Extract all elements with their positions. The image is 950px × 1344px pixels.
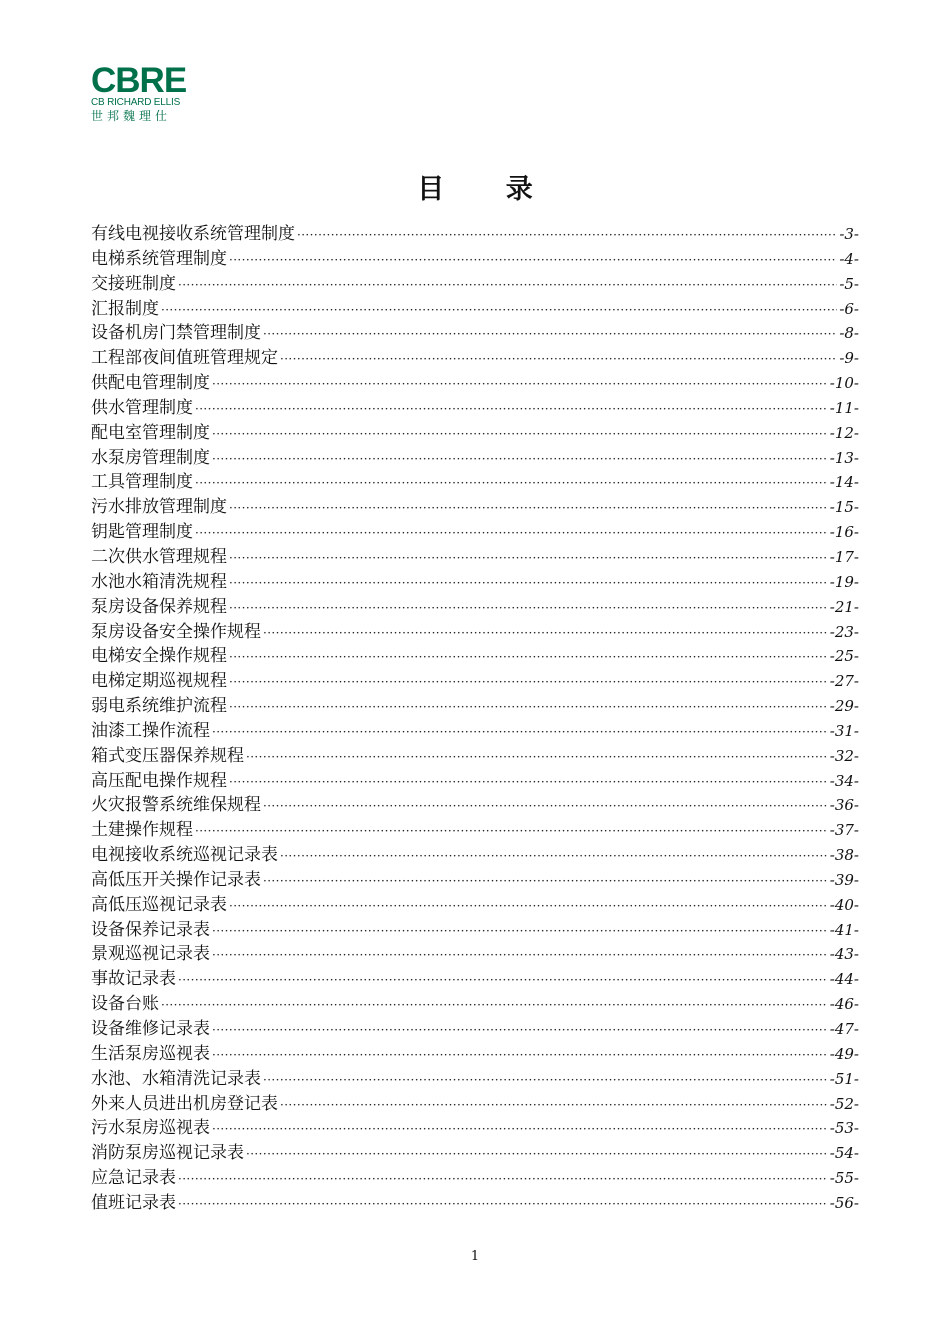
toc-entry[interactable] [91, 346, 859, 371]
toc-entry-label: 供水管理制度 [91, 397, 193, 418]
toc-entry-page: -36- [829, 796, 859, 815]
toc-entry-page: -21- [829, 597, 859, 616]
toc-entry-label: 高低压开关操作记录表 [91, 869, 261, 890]
toc-entry-label: 设备维修记录表 [91, 1019, 210, 1039]
toc-entry-page: -23- [829, 622, 859, 641]
toc-entry-label: 火灾报警系统维保规程 [91, 795, 261, 816]
toc-entry[interactable] [91, 942, 859, 967]
toc-entry[interactable] [91, 793, 859, 818]
toc-entry[interactable] [91, 918, 859, 943]
toc-entry[interactable] [91, 396, 859, 421]
toc-entry-label: 设备台账 [91, 994, 159, 1015]
toc-entry[interactable] [91, 669, 859, 694]
toc-entry[interactable] [91, 1042, 859, 1067]
toc-entry-page: -13- [829, 448, 859, 467]
toc-entry-page: -6- [839, 299, 859, 318]
toc-entry-page: -44- [829, 970, 859, 989]
toc-entry-label: 配电室管理制度 [91, 422, 210, 443]
toc-entry-label: 事故记录表 [91, 969, 176, 990]
toc-entry-page: -10- [829, 374, 859, 393]
toc-dot-leader [229, 546, 828, 571]
toc-dot-leader [178, 968, 828, 993]
toc-dot-leader [212, 943, 828, 968]
toc-entry[interactable] [91, 1116, 859, 1141]
toc-entry-label: 应急记录表 [91, 1168, 176, 1189]
toc-entry-label: 水池水箱清洗规程 [91, 571, 227, 592]
toc-dot-leader [178, 1167, 828, 1192]
logo-subtitle: CB RICHARD ELLIS [91, 97, 181, 108]
toc-entry-page: -19- [829, 572, 859, 591]
toc-dot-leader [212, 720, 828, 745]
toc-dot-leader [263, 322, 837, 347]
toc-entry-page: -54- [829, 1144, 859, 1163]
toc-entry-label: 消防泵房巡视记录表 [91, 1143, 244, 1164]
toc-entry[interactable] [91, 1141, 859, 1166]
toc-dot-leader [263, 621, 828, 646]
toc-entry-page: -16- [829, 523, 859, 542]
toc-entry-label: 油漆工操作流程 [91, 720, 210, 741]
toc-entry-label: 设备保养记录表 [91, 919, 210, 940]
toc-entry-label: 电梯定期巡视规程 [91, 671, 227, 692]
toc-entry-page: -43- [829, 945, 859, 964]
table-of-contents [91, 222, 859, 1216]
toc-dot-leader [178, 1192, 828, 1217]
toc-entry-page: -34- [829, 771, 859, 790]
toc-entry-label: 生活泵房巡视表 [91, 1043, 210, 1064]
toc-entry-page: -5- [839, 274, 859, 293]
toc-entry[interactable] [91, 893, 859, 918]
toc-entry-label: 钥匙管理制度 [91, 522, 193, 543]
toc-entry-page: -27- [829, 672, 859, 691]
toc-dot-leader [297, 223, 837, 248]
toc-entry-label: 水池、水箱清洗记录表 [91, 1068, 261, 1089]
toc-dot-leader [263, 869, 828, 894]
toc-entry-label: 值班记录表 [91, 1192, 176, 1213]
toc-entry-label: 二次供水管理规程 [91, 546, 227, 567]
toc-entry[interactable] [91, 595, 859, 620]
toc-entry-page: -3- [839, 225, 859, 243]
toc-entry[interactable] [91, 992, 859, 1017]
toc-dot-leader [212, 1018, 828, 1043]
toc-entry-page: -31- [829, 721, 859, 740]
toc-entry-page: -47- [829, 1020, 859, 1038]
toc-entry-label: 电梯系统管理制度 [91, 248, 227, 269]
toc-entry[interactable] [91, 545, 859, 570]
toc-dot-leader [229, 496, 828, 521]
toc-entry[interactable] [91, 1191, 859, 1216]
toc-entry-label: 电视接收系统巡视记录表 [91, 845, 278, 866]
toc-dot-leader [212, 919, 828, 944]
page-number: 1 [470, 1249, 480, 1264]
toc-dot-leader [229, 248, 837, 273]
toc-entry[interactable] [91, 1017, 859, 1042]
toc-entry-label: 有线电视接收系统管理制度 [91, 224, 295, 244]
toc-entry[interactable] [91, 222, 859, 247]
toc-dot-leader [212, 372, 828, 397]
toc-dot-leader [229, 645, 828, 670]
toc-entry-page: -17- [829, 547, 859, 566]
toc-entry-label: 外来人员进出机房登记表 [91, 1093, 278, 1114]
toc-entry[interactable] [91, 247, 859, 272]
toc-entry[interactable] [91, 744, 859, 769]
toc-entry-label: 土建操作规程 [91, 820, 193, 841]
toc-entry[interactable] [91, 719, 859, 744]
company-logo [91, 61, 201, 124]
toc-entry[interactable] [91, 495, 859, 520]
toc-entry-label: 设备机房门禁管理制度 [91, 323, 261, 344]
toc-entry[interactable] [91, 818, 859, 843]
logo-mark: CBRE [91, 61, 187, 100]
toc-entry[interactable] [91, 868, 859, 893]
toc-entry-page: -32- [829, 746, 859, 765]
toc-entry-label: 电梯安全操作规程 [91, 646, 227, 667]
toc-entry-page: -29- [829, 697, 859, 716]
toc-dot-leader [229, 571, 828, 596]
toc-entry-page: -15- [829, 498, 859, 517]
toc-entry[interactable] [91, 1166, 859, 1191]
toc-entry-page: -37- [829, 821, 859, 840]
toc-dot-leader [229, 596, 828, 621]
toc-dot-leader [280, 347, 837, 372]
toc-entry[interactable] [91, 421, 859, 446]
toc-entry-label: 景观巡视记录表 [91, 944, 210, 965]
toc-entry-label: 泵房设备保养规程 [91, 596, 227, 617]
toc-entry-label: 弱电系统维护流程 [91, 696, 227, 717]
toc-entry-page: -9- [839, 349, 859, 368]
toc-entry[interactable] [91, 1067, 859, 1092]
toc-entry-page: -53- [829, 1119, 859, 1138]
toc-entry-page: -11- [829, 398, 859, 417]
toc-dot-leader [229, 770, 828, 795]
toc-entry-page: -38- [829, 846, 859, 865]
toc-entry-page: -8- [839, 324, 859, 343]
toc-entry[interactable] [91, 321, 859, 346]
toc-dot-leader [212, 1117, 828, 1142]
toc-entry-label: 交接班制度 [91, 273, 176, 294]
toc-entry[interactable] [91, 1092, 859, 1117]
toc-dot-leader [229, 695, 828, 720]
toc-entry-page: -51- [829, 1069, 859, 1088]
toc-entry-page: -41- [829, 920, 859, 939]
toc-entry-page: -46- [829, 995, 859, 1014]
toc-entry[interactable] [91, 520, 859, 545]
toc-entry[interactable] [91, 769, 859, 794]
toc-entry[interactable] [91, 694, 859, 719]
toc-entry-label: 污水泵房巡视表 [91, 1118, 210, 1139]
toc-entry-page: -4- [839, 249, 859, 268]
toc-entry[interactable] [91, 967, 859, 992]
toc-dot-leader [178, 273, 837, 298]
toc-entry[interactable] [91, 446, 859, 471]
toc-entry[interactable] [91, 620, 859, 645]
toc-dot-leader [212, 447, 828, 472]
toc-dot-leader [280, 844, 828, 869]
page-title: 目 录 [417, 174, 559, 205]
logo-chinese-name: 世邦魏理仕 [91, 109, 172, 123]
toc-dot-leader [246, 1142, 828, 1167]
toc-entry[interactable] [91, 272, 859, 297]
toc-dot-leader [280, 1093, 828, 1118]
toc-entry-page: -12- [829, 423, 859, 442]
toc-dot-leader [161, 298, 837, 323]
toc-entry-label: 供配电管理制度 [91, 373, 210, 394]
toc-entry-label: 高压配电操作规程 [91, 770, 227, 791]
toc-entry-label: 污水排放管理制度 [91, 497, 227, 518]
toc-entry-page: -49- [829, 1044, 859, 1063]
toc-dot-leader [246, 745, 828, 770]
toc-dot-leader [229, 894, 828, 919]
toc-entry[interactable] [91, 843, 859, 868]
toc-entry-label: 工具管理制度 [91, 472, 193, 493]
toc-entry[interactable] [91, 644, 859, 669]
toc-dot-leader [212, 1043, 828, 1068]
toc-entry[interactable] [91, 470, 859, 495]
toc-entry-page: -56- [829, 1193, 859, 1212]
toc-entry-page: -55- [829, 1169, 859, 1188]
toc-dot-leader [212, 422, 828, 447]
toc-dot-leader [263, 1068, 828, 1093]
toc-entry-label: 高低压巡视记录表 [91, 894, 227, 915]
toc-entry-page: -14- [829, 473, 859, 492]
toc-entry-label: 汇报制度 [91, 298, 159, 319]
toc-dot-leader [195, 471, 828, 496]
toc-entry[interactable] [91, 570, 859, 595]
toc-dot-leader [195, 819, 828, 844]
toc-dot-leader [195, 521, 828, 546]
toc-entry-label: 泵房设备安全操作规程 [91, 621, 261, 642]
toc-entry-page: -40- [829, 895, 859, 914]
toc-entry-page: -39- [829, 870, 859, 889]
toc-dot-leader [161, 993, 828, 1018]
toc-dot-leader [195, 397, 828, 422]
toc-dot-leader [263, 794, 828, 819]
toc-entry-label: 箱式变压器保养规程 [91, 745, 244, 766]
toc-entry[interactable] [91, 371, 859, 396]
toc-entry-page: -52- [829, 1094, 859, 1113]
toc-entry-page: -25- [829, 647, 859, 666]
toc-dot-leader [229, 670, 828, 695]
toc-entry-label: 工程部夜间值班管理规定 [91, 348, 278, 369]
toc-entry-label: 水泵房管理制度 [91, 447, 210, 468]
toc-entry[interactable] [91, 297, 859, 322]
